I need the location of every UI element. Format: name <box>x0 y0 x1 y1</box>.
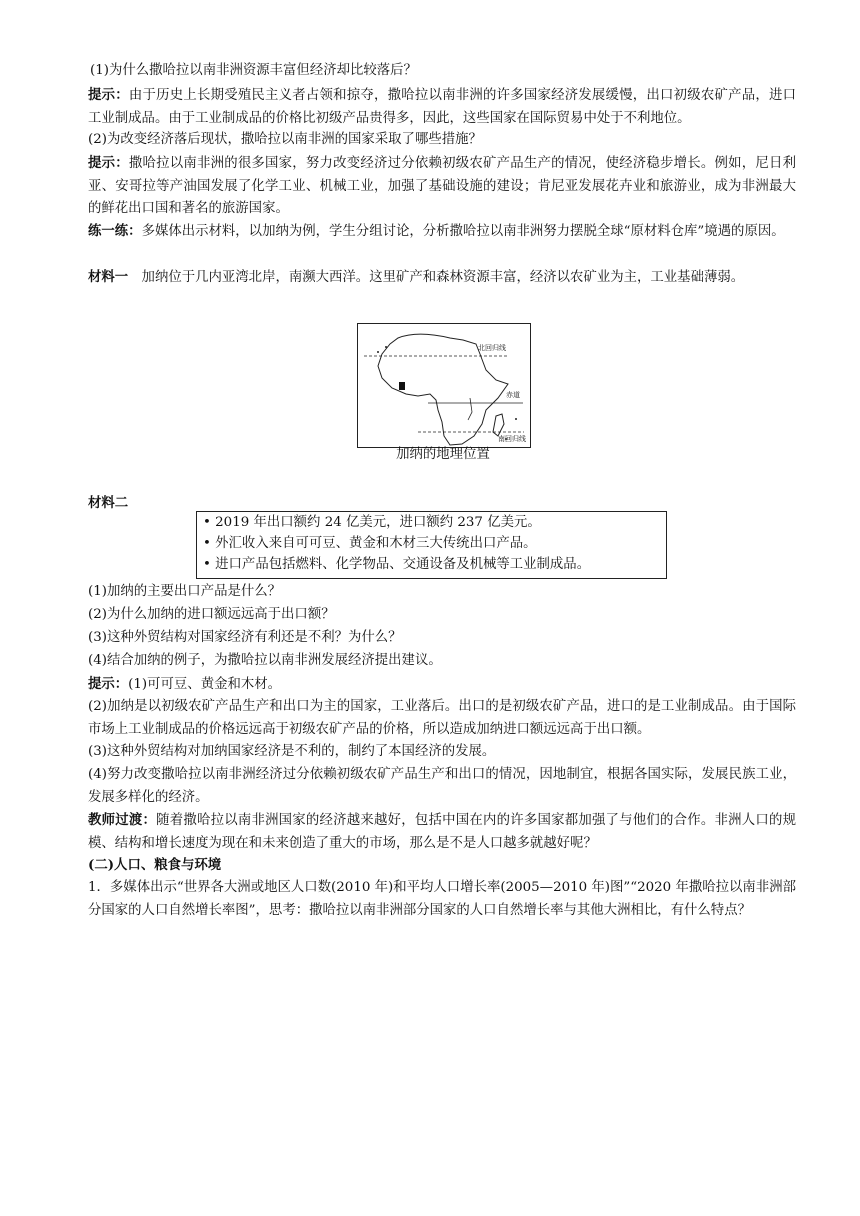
section-item-1: 1．多媒体出示“世界各大洲或地区人口数(2010 年)和平均人口增长率(2005—2010 年)图”“2020 年撒哈拉以南非洲部分国家的人口自然增长率图”，思考：撒哈拉以南非洲部分国家的人口自然增长率与其他大洲相比，有什么特点？ <box>88 880 796 918</box>
question-list-item: (4)结合加纳的例子，为撒哈拉以南非洲发展经济提出建议。 <box>88 653 442 668</box>
hint-label: 提示： <box>88 155 129 171</box>
section-heading: (二)人口、粮食与环境 <box>88 857 222 873</box>
hint-label: 提示： <box>88 87 129 103</box>
answer-2: (2)加纳是以初级农矿产品生产和出口为主的国家，工业落后。出口的是初级农矿产品，进口的是工业制成品。由于国际市场上工业制成品的价格远远高于初级农矿产品的价格，所以造成加纳进口额远远高于出口额。 <box>88 699 796 737</box>
material-1-label: 材料一 <box>88 269 129 285</box>
hint-1: 提示：由于历史上长期受殖民主义者占领和掠夺，撒哈拉以南非洲的许多国家经济发展缓慢，出口初级农矿产品，进口工业制成品。由于工业制成品的价格比初级产品贵得多，因此，这些国家在国际贸易中处于不利地位。 <box>88 87 796 126</box>
ghana-marker <box>399 382 405 390</box>
question-2: (2)为改变经济落后现状，撒哈拉以南非洲的国家采取了哪些措施？ <box>88 132 482 147</box>
question-list-item: (1)加纳的主要出口产品是什么？ <box>88 584 282 599</box>
great-lakes-outline <box>468 398 472 420</box>
answer-3: (3)这种外贸结构对加纳国家经济是不利的，制约了本国经济的发展。 <box>88 744 496 759</box>
answer-4: (4)努力改变撒哈拉以南非洲经济过分依赖初级农矿产品生产和出口的情况，因地制宜，根据各国实际，发展民族工业，发展多样化的经济。 <box>88 767 796 805</box>
question-list-item: (2)为什么加纳的进口额远远高于出口额？ <box>88 607 335 622</box>
madagascar-outline <box>493 414 504 436</box>
question-1: (1)为什么撒哈拉以南非洲资源丰富但经济却比较落后？ <box>90 63 417 78</box>
answer-1: 提示：(1)可可豆、黄金和木材。 <box>88 676 282 692</box>
material-2-item: • 外汇收入来自可可豆、黄金和木材三大传统出口产品。 <box>203 536 537 551</box>
material-1: 材料一 加纳位于几内亚湾北岸，南濒大西洋。这里矿产和森林资源丰富，经济以农矿业为主，工业基础薄弱。 <box>88 269 745 285</box>
material-2-label: 材料二 <box>88 495 129 511</box>
equator-label: 赤道 <box>506 391 520 399</box>
material-2-item: • 2019 年出口额约 24 亿美元，进口额约 237 亿美元。 <box>203 515 541 530</box>
hint-label: 提示： <box>88 676 129 692</box>
practice-label: 练一练： <box>88 223 142 239</box>
material-2-item: • 进口产品包括燃料、化学物品、交通设备及机械等工业制成品。 <box>203 557 591 572</box>
tropic-south-label: 南回归线 <box>498 435 526 443</box>
teacher-transition: 教师过渡：随着撒哈拉以南非洲国家的经济越来越好，包括中国在内的许多国家都加强了与他们的合作。非洲人口的规模、结构和增长速度为现在和未来创造了重大的市场，那么是不是人口越多就越好呢？ <box>88 812 797 851</box>
transition-label: 教师过渡： <box>88 812 157 828</box>
africa-outline-svg <box>358 324 530 447</box>
hint-2: 提示：撒哈拉以南非洲的很多国家，努力改变经济过分依赖初级农矿产品生产的情况，使经济稳步增长。例如，尼日利亚、安哥拉等产油国发展了化学工业、机械工业，加强了基础设施的建设；肯尼亚发展花卉业和旅游业，成为非洲最大的鲜花出口国和著名的旅游国家。 <box>88 155 796 216</box>
practice: 练一练：多媒体出示材料，以加纳为例，学生分组讨论，分析撒哈拉以南非洲努力摆脱全球“原材料仓库”境遇的原因。 <box>88 223 785 239</box>
africa-map <box>357 323 531 448</box>
tropic-north-label: 北回归线 <box>478 344 506 352</box>
material-2-box <box>196 511 667 579</box>
question-list-item: (3)这种外贸结构对国家经济有利还是不利？为什么？ <box>88 630 402 645</box>
map-caption: 加纳的地理位置 <box>396 447 490 462</box>
